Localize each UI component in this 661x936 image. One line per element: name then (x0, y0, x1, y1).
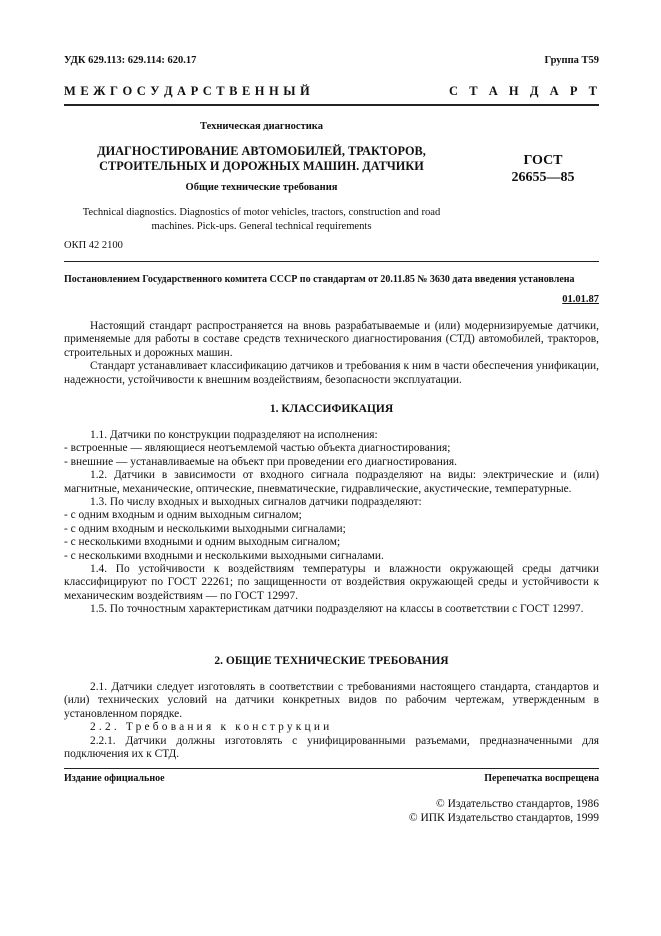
clause-1-3-item: - с несколькими входными и несколькими выходными сигналами. (64, 549, 384, 562)
banner-rule (64, 104, 599, 106)
okp-code: ОКП 42 2100 (64, 240, 123, 251)
copyright-1999: © ИПК Издательство стандартов, 1999 (408, 812, 599, 824)
clause-1-2: 1.2. Датчики в зависимости от входного сигнала подразделяют на виды: электрические и (или) магнитные, механические, оптические, пневматические, гидравлические, акустические, температурные. (64, 469, 599, 495)
gost-designation (488, 152, 598, 186)
clause-1-3-item: - с несколькими входными и одним выходным сигналом; (64, 536, 341, 549)
gost-number: 26655—85 (511, 170, 575, 185)
banner-interstate (64, 84, 310, 99)
intro-paragraph: Настоящий стандарт распространяется на вновь разрабатываемые и (или) модернизируемые датчики, применяемые для работы в составе средств технического диагностирования (СТД) автомобилей, тракторов, строительных и дорожных машин. (64, 320, 599, 359)
banner-letter: У (150, 84, 160, 98)
banner-letter: Т (469, 84, 478, 98)
banner-letter: Р (190, 84, 199, 98)
banner-letter: Н (254, 84, 265, 98)
banner-letter: Н (508, 84, 519, 98)
banner-letter: Т (588, 84, 597, 98)
banner-letter: Й (300, 84, 310, 98)
subtitle: Общие технические требования (185, 182, 338, 193)
banner-letter: Р (569, 84, 578, 98)
group-code: Группа Т59 (544, 55, 599, 66)
banner-letter: Ж (93, 84, 106, 98)
clause-1-3-item: - с одним входным и несколькими выходными сигналами; (64, 522, 346, 535)
banner-letter: Е (80, 84, 89, 98)
supertitle: Техническая диагностика (200, 121, 323, 132)
official-edition: Издание официальное (64, 773, 165, 784)
copyright-1986: © Издательство стандартов, 1986 (435, 798, 599, 810)
section-2-body (64, 681, 599, 761)
banner-letter: В (229, 84, 238, 98)
english-title (64, 206, 459, 233)
banner-letter: С (449, 84, 459, 98)
section-1-body (64, 429, 599, 617)
clause-1-1: 1.1. Датчики по конструкции подразделяют на исполнения: (90, 429, 378, 441)
banner-letter: Д (529, 84, 539, 98)
decree-date: 01.01.87 (562, 294, 599, 305)
clause-1-4: 1.4. По устойчивости к воздействиям температуры и влажности окружающей среды датчики классифицируют по ГОСТ 22261; по защищенности от воздействия окружающей среды и устойчивости к механическим воздействиям — по ГОСТ 12997. (64, 563, 599, 602)
title-line-2: СТРОИТЕЛЬНЫХ И ДОРОЖНЫХ МАШИН. ДАТЧИКИ (99, 159, 424, 173)
clause-2-2: 2.2. Требования к конструкции (90, 721, 333, 734)
clause-1-3: 1.3. По числу входных и выходных сигналов датчики подразделяют: (90, 496, 422, 509)
decree-text: Постановлением Государственного комитета СССР по стандартам от 20.11.85 № 3630 дата введения установлена (64, 274, 575, 285)
clause-1-3-item: - с одним входным и одним выходным сигналом; (64, 509, 302, 522)
banner-letter: М (64, 84, 76, 98)
section-2-title: 2. ОБЩИЕ ТЕХНИЧЕСКИЕ ТРЕБОВАНИЯ (214, 655, 449, 667)
section-1-title: 1. КЛАССИФИКАЦИЯ (269, 403, 394, 415)
banner-standard (449, 84, 597, 99)
banner-letter: С (202, 84, 212, 98)
document-title (64, 144, 459, 174)
footer-rule (64, 768, 599, 769)
udk-code: УДК 629.113: 629.114: 620.17 (64, 55, 197, 66)
english-title-line-1: Technical diagnostics. Diagnostics of motor vehicles, tractors, construction and road (82, 207, 441, 218)
banner-letter: Н (269, 84, 279, 98)
banner-letter: О (122, 84, 133, 98)
banner-letter: А (549, 84, 559, 98)
gost-label: ГОСТ (523, 153, 563, 168)
copyright-block (409, 797, 599, 825)
clause-1-1-item: - встроенные — являющиеся неотъемлемой частью объекта диагностирования; (64, 442, 451, 455)
banner-letter: А (177, 84, 187, 98)
clause-1-1-item: - внешние — устанавливаемые на объект при проведении его диагностирования. (64, 455, 458, 468)
title-line-1: ДИАГНОСТИРОВАНИЕ АВТОМОБИЛЕЙ, ТРАКТОРОВ, (97, 144, 426, 158)
banner-letter: А (488, 84, 498, 98)
title-rule (64, 261, 599, 262)
english-title-line-2: machines. Pick-ups. General technical requirements (151, 220, 372, 232)
banner-letter: Ы (283, 84, 296, 98)
banner-letter: Д (163, 84, 173, 98)
banner-letter: Г (110, 84, 118, 98)
reprint-notice: Перепечатка воспрещена (484, 773, 599, 784)
clause-2-1: 2.1. Датчики следует изготовлять в соответствии с требованиями настоящего стандарта, стандартов и (или) технических условий на датчики конкретных видов по рабочим чертежам, утвержденным в установленном порядке. (64, 681, 599, 720)
banner-letter: Е (241, 84, 251, 98)
intro-paragraph: Стандарт устанавливает классификацию датчиков и требования к ним в части обеспечения унификации, надежности, устойчивости к внешним воздействиям, безопасности эксплуатации. (64, 360, 599, 386)
banner-letter: С (136, 84, 146, 98)
clause-2-2-1: 2.2.1. Датчики должны изготовлять с унифицированными разъемами, предназначенными для подключения их к СТД. (64, 734, 599, 761)
clause-1-5: 1.5. По точностным характеристикам датчики подразделяют на классы в соответствии с ГОСТ 12997. (90, 603, 584, 616)
banner-letter: Т (216, 84, 225, 98)
intro (64, 320, 599, 387)
